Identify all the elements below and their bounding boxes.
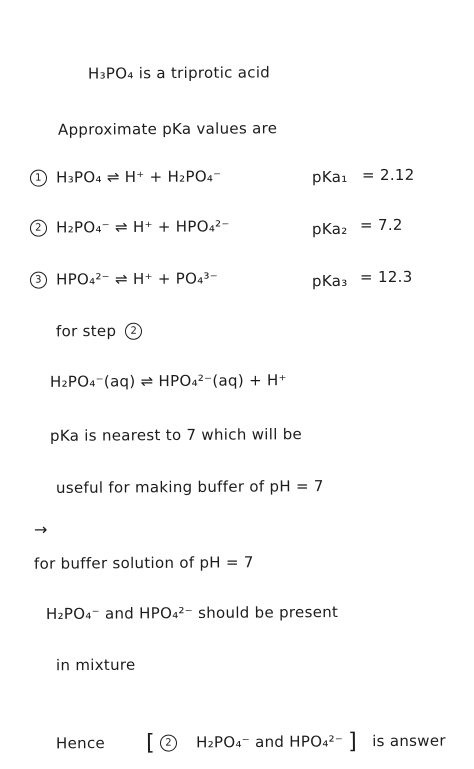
step-label: for step bbox=[55, 321, 117, 341]
equation-3-pka-value: = 12.3 bbox=[359, 267, 413, 287]
conclusion-line bbox=[56, 729, 446, 757]
equation-1-reaction: H₃PO₄ ⇌ H⁺ + H₂PO₄⁻ bbox=[56, 167, 222, 187]
equation-3-number: 3 bbox=[30, 272, 47, 289]
conclusion-tail: is answer bbox=[372, 731, 446, 751]
conclusion-hence: Hence bbox=[55, 734, 106, 753]
equation-2-number: 2 bbox=[30, 220, 47, 237]
statement-buffer-solution: for buffer solution of pH = 7 bbox=[33, 553, 254, 573]
close-bracket: ] bbox=[348, 729, 358, 755]
step-reaction: H₂PO₄⁻(aq) ⇌ HPO₄²⁻(aq) + H⁺ bbox=[49, 371, 287, 391]
step-number: 2 bbox=[125, 323, 142, 340]
equation-1-pka-value: = 2.12 bbox=[361, 165, 415, 185]
statement-species-present: H₂PO₄⁻ and HPO₄²⁻ should be present bbox=[45, 602, 339, 624]
statement-in-mixture: in mixture bbox=[55, 655, 136, 675]
equation-2-pka-value: = 7.2 bbox=[359, 215, 403, 235]
equation-3-reaction: HPO₄²⁻ ⇌ H⁺ + PO₄³⁻ bbox=[56, 269, 219, 289]
equation-2-pka-label: pKa₂ bbox=[311, 219, 348, 239]
pka-intro-line: Approximate pKa values are bbox=[57, 119, 278, 139]
intro-line: H₃PO₄ is a triprotic acid bbox=[87, 63, 271, 83]
equation-1-pka-label: pKa₁ bbox=[311, 167, 348, 187]
equation-3-pka-label: pKa₃ bbox=[311, 271, 348, 291]
equation-1-number: 1 bbox=[30, 170, 47, 187]
conclusion-species: H₂PO₄⁻ and HPO₄²⁻ bbox=[196, 732, 344, 752]
step-line bbox=[56, 322, 146, 341]
equation-2 bbox=[30, 217, 230, 236]
equation-3 bbox=[30, 269, 218, 288]
open-bracket: [ bbox=[145, 730, 156, 756]
equation-1 bbox=[30, 167, 222, 186]
arrow-icon: → bbox=[34, 520, 48, 539]
statement-pka-nearest: pKa is nearest to 7 which will be bbox=[49, 425, 303, 445]
statement-useful-buffer: useful for making buffer of pH = 7 bbox=[55, 477, 324, 497]
equation-2-reaction: H₂PO₄⁻ ⇌ H⁺ + HPO₄²⁻ bbox=[56, 217, 230, 237]
conclusion-number: 2 bbox=[160, 735, 177, 752]
